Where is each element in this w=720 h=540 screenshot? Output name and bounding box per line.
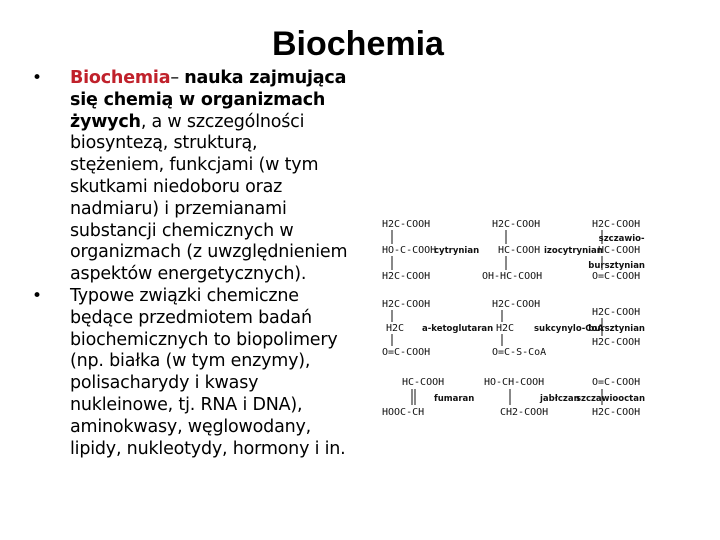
formula-line: OH-HC-COOH xyxy=(482,271,543,282)
formula-line: O=C-S-CoA xyxy=(492,347,547,358)
formula-line: H2C-COOH xyxy=(592,307,641,318)
formula-line: H2C-COOH xyxy=(592,219,641,230)
compounds-text: Typowe związki chemiczne będące przedmiotem badań biochemicznych to biopolimery (np. białka (w tym enzymy), polisacharydy i kwasy nukleinowe, tj. RNA i DNA), aminokwasy, węglowodany, lipidy, nukleotydy, hormony i in. xyxy=(70,285,346,459)
label-ketoglutaran: a-ketoglutaran xyxy=(422,324,494,334)
label-cytrynian: cytrynian xyxy=(434,246,480,256)
formula-line: HO-C-COOH xyxy=(382,245,437,256)
definition-rest: , a w szczególności biosyntezą, strukturą, stężeniem, funkcjami (w tym skutkami niedoboru oraz nadmiaru) i przemianami substancji chemicznych w organizmach (z uwzględnieniem aspektów energetycznych). xyxy=(70,111,348,285)
label-izocytrynian: izocytrynian xyxy=(544,246,603,256)
formula-line: H2C-COOH xyxy=(492,219,541,230)
formula-line: O=C-COOH xyxy=(382,347,431,358)
label-szczawiooctan: szczawiooctan xyxy=(575,394,645,404)
label-fumaran: fumaran xyxy=(434,394,475,404)
label-jablczan: jabłczan xyxy=(540,394,580,404)
formula-line: HO-CH-COOH xyxy=(484,377,545,388)
formula-line: H2C-COOH xyxy=(492,299,541,310)
formula-line: CH2-COOH xyxy=(500,407,549,418)
formula-line: H2C-COOH xyxy=(382,219,431,230)
formula-line: O=C-COOH xyxy=(592,377,641,388)
formula-line: HC-COOH xyxy=(498,245,541,256)
formula-line: H2C-COOH xyxy=(382,299,431,310)
krebs-cycle-figure xyxy=(372,205,647,425)
term-biochemia: Biochemia xyxy=(70,68,171,88)
definition-bold: nauka zajmująca się chemią w organizmach żywych xyxy=(70,68,347,132)
label-sukcynylo-coa: sukcynylo-CoA xyxy=(534,324,604,334)
slide-title: Biochemia xyxy=(272,25,444,63)
formula-line: H2C-COOH xyxy=(382,271,431,282)
bullet-definition xyxy=(32,68,352,286)
label-bursztynian: bursztynian xyxy=(588,324,645,334)
formula-line: O=C-COOH xyxy=(592,271,641,282)
label-szczawiobursztynian-cont: bursztynian xyxy=(588,261,645,271)
bullet-list xyxy=(32,68,352,460)
definition-dash: – xyxy=(170,68,185,88)
formula-cytrynian xyxy=(382,219,436,282)
formula-izocytrynian xyxy=(482,219,542,282)
formula-line: H2C-COOH xyxy=(592,337,641,348)
bullet-dot-icon: • xyxy=(32,68,42,88)
formula-line: H2C xyxy=(496,323,515,334)
formula-line: HOOC-CH xyxy=(382,407,425,418)
label-szczawiobursztynian: szczawio- xyxy=(598,234,645,244)
bullet-compounds xyxy=(32,286,352,460)
formula-line: HC-COOH xyxy=(402,377,445,388)
formula-line: H2C xyxy=(386,323,405,334)
formula-jablczan xyxy=(484,377,548,418)
formula-szczawiobursztynian xyxy=(592,219,640,282)
formula-line: H2C-COOH xyxy=(592,407,641,418)
krebs-cycle-svg xyxy=(372,205,647,425)
formula-line: HC-COOH xyxy=(598,245,641,256)
bullet-dot-icon: • xyxy=(32,285,42,306)
